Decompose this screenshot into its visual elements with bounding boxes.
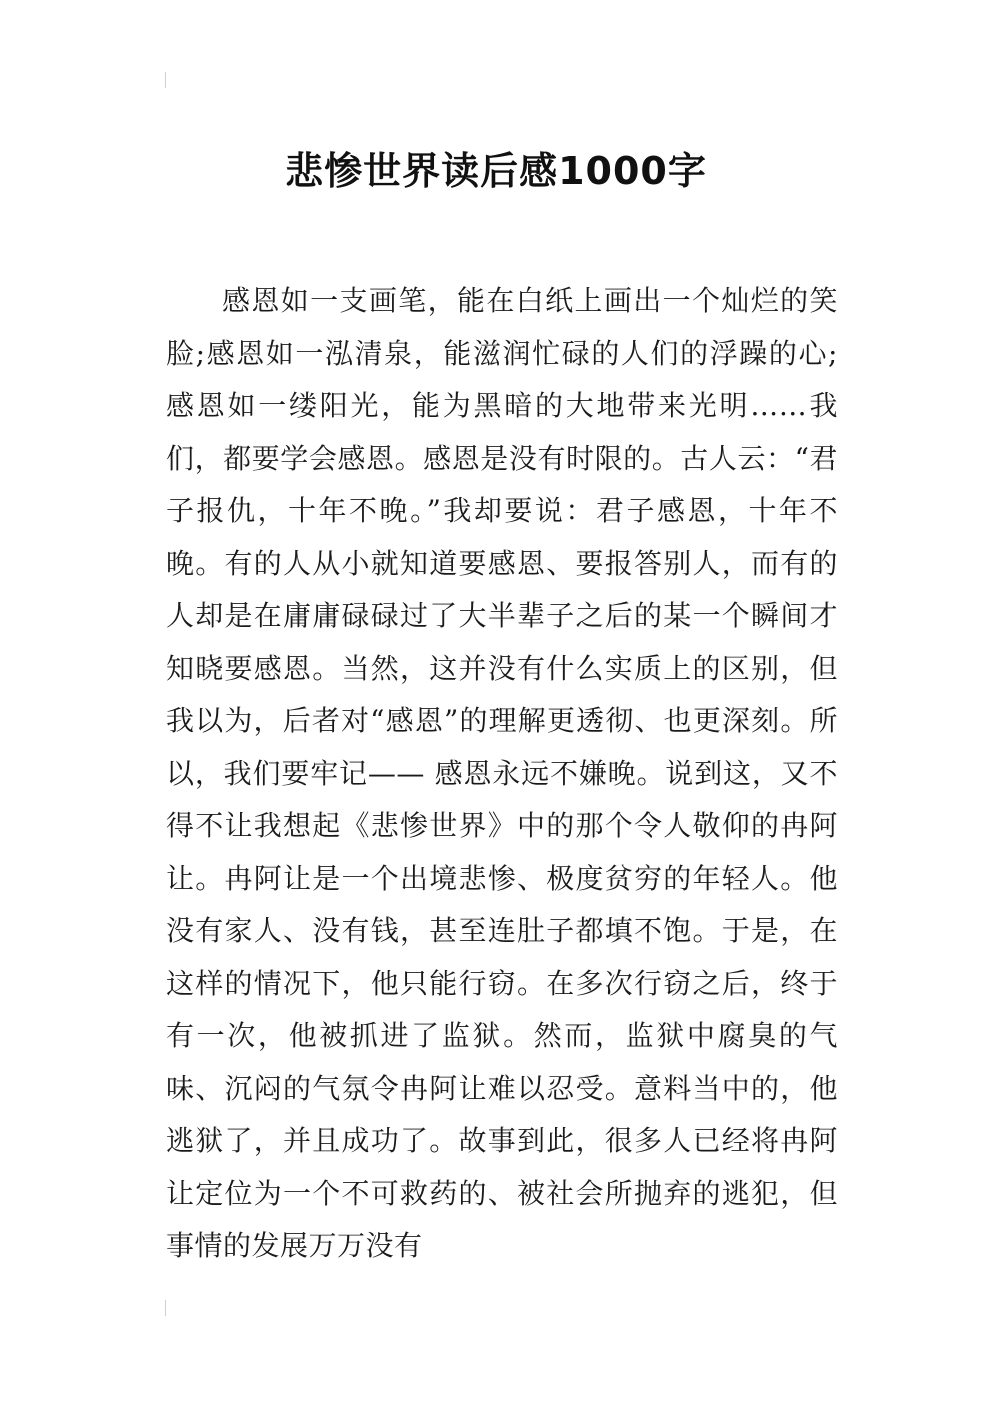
page-title: 悲惨世界读后感1000字 [285,149,707,194]
page-corner-mark-bottom [165,1300,166,1316]
page-corner-mark-top [165,72,166,88]
body-paragraph: 感恩如一支画笔，能在白纸上画出一个灿烂的笑脸;感恩如一泓清泉，能滋润忙碌的人们的浮躁的心;感恩如一缕阳光，能为黑暗的大地带来光明……我们，都要学会感恩。感恩是没有时限的。古人云：“君子报仇，十年不晚。”我却要说：君子感恩，十年不晚。有的人从小就知道要感恩、要报答别人，而有的人却是在庸庸碌碌过了大半辈子之后的某一个瞬间才知晓要感恩。当然，这并没有什么实质上的区别，但我以为，后者对“感恩”的理解更透彻、也更深刻。所以，我们要牢记—— 感恩永远不嫌晚。说到这，又不得不让我想起《悲惨世界》中的那个令人敬仰的冉阿让。冉阿让是一个出境悲惨、极度贫穷的年轻人。他没有家人、没有钱，甚至连肚子都填不饱。于是，在这样的情况下，他只能行窃。在多次行窃之后，终于有一次，他被抓进了监狱。然而，监狱中腐臭的气味、沉闷的气氛令冉阿让难以忍受。意料当中的，他逃狱了，并且成功了。故事到此，很多人已经将冉阿让定位为一个不可救药的、被社会所抛弃的逃犯，但事情的发展万万没有 [166,284,838,1262]
